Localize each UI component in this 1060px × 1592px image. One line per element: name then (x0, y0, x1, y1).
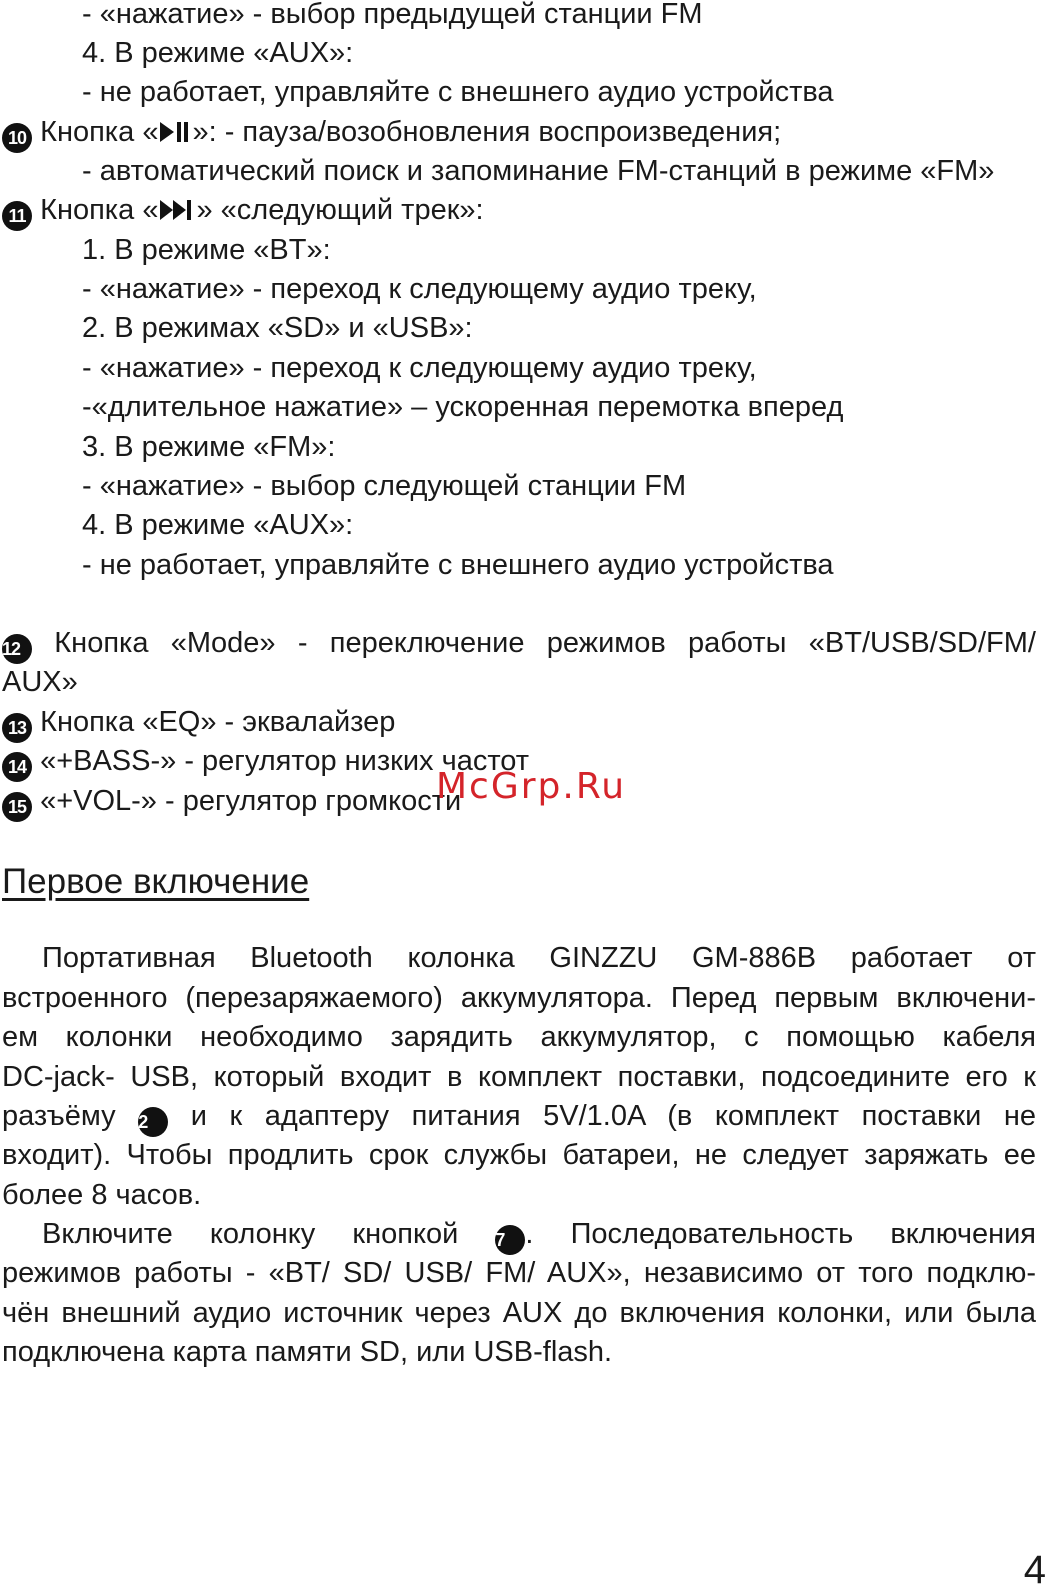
item-13 (0, 702, 1060, 743)
line-5: 1. В режиме «BT»: (82, 234, 331, 266)
para1-line-6: входит). Чтобы продлить срок службы батареи, не следует заряжать ее (2, 1139, 1036, 1171)
watermark: McGrp.Ru (436, 766, 627, 807)
para1-line-7: более 8 часов. (2, 1179, 202, 1211)
line-7: 2. В режимах «SD» и «USB»: (82, 312, 473, 344)
line-13: - не работает, управляйте с внешнего аудио устройства (82, 549, 834, 581)
line-8: - «нажатие» - переход к следующему аудио треку, (82, 352, 757, 384)
item-12 (0, 623, 1060, 664)
number-11-badge: 11 (2, 201, 32, 231)
line-9: -«длительное нажатие» – ускоренная перемотка вперед (82, 391, 844, 423)
para1-line-5-b: и к адаптеру питания 5V/1.0A (в комплект поставки не (190, 1100, 1037, 1132)
para2-line-1 (0, 1214, 1060, 1255)
number-14-badge: 14 (2, 752, 32, 782)
para2-line-1-b: . Последовательность включения (525, 1218, 1037, 1250)
item-11-text-a: Кнопка « (40, 194, 159, 226)
item-10-text-a: Кнопка « (40, 116, 159, 148)
line-1: - «нажатие» - выбор предыдущей станции FM (82, 0, 703, 30)
play-pause-icon (160, 121, 190, 143)
line-4: - автоматический поиск и запоминание FM-станций в режиме «FM» (82, 155, 995, 187)
page-number: 4 (1023, 1548, 1046, 1592)
number-15-badge: 15 (2, 792, 32, 822)
number-12-badge: 12 (2, 634, 32, 664)
para1-line-4: DC-jack- USB, который входит в комплект поставки, подсоедините его к (2, 1061, 1036, 1093)
line-11: - «нажатие» - выбор следующей станции FM (82, 470, 687, 502)
item-12-cont: AUX» (2, 666, 78, 698)
para2-line-3: чён внешний аудио источник через AUX до включения колонки, или была (2, 1297, 1036, 1329)
item-15-text: «+VOL-» - регулятор громкости (40, 785, 462, 817)
next-track-icon (160, 199, 194, 221)
number-2-badge: 2 (138, 1107, 168, 1137)
line-10: 3. В режиме «FM»: (82, 431, 336, 463)
item-11 (0, 190, 1060, 231)
section-heading: Первое включение (2, 862, 310, 901)
line-2: 4. В режиме «AUX»: (82, 37, 354, 69)
line-6: - «нажатие» - переход к следующему аудио треку, (82, 273, 757, 305)
item-13-text: Кнопка «EQ» - эквалайзер (40, 706, 396, 738)
number-13-badge: 13 (2, 713, 32, 743)
para1-line-3: ем колонки необходимо зарядить аккумулятор, с помощью кабеля (2, 1021, 1036, 1053)
line-12: 4. В режиме «AUX»: (82, 509, 354, 541)
item-14-text: «+BASS-» - регулятор низких частот (40, 745, 530, 777)
para2-line-2: режимов работы - «BT/ SD/ USB/ FM/ AUX», независимо от того подклю- (2, 1257, 1036, 1289)
number-7-badge: 7 (495, 1225, 525, 1255)
para1-line-2: встроенного (перезаряжаемого) аккумулятора. Перед первым включени- (2, 982, 1036, 1014)
para2-line-4: подключена карта памяти SD, или USB-flash. (2, 1336, 613, 1368)
item-12-text: Кнопка «Mode» - переключение режимов работы «BT/USB/SD/FM/ (54, 627, 1036, 659)
para1-line-1: Портативная Bluetooth колонка GINZZU GM-886B работает от (42, 942, 1036, 974)
number-10-badge: 10 (2, 123, 32, 153)
para1-line-5 (0, 1096, 1060, 1137)
item-10 (0, 112, 1060, 153)
para2-line-1-a: Включите колонку кнопкой (42, 1218, 459, 1250)
item-11-text-b: » «следующий трек»: (196, 194, 484, 226)
line-3: - не работает, управляйте с внешнего аудио устройства (82, 76, 834, 108)
para1-line-5-a: разъёму (2, 1100, 116, 1132)
item-10-text-b: »: - пауза/возобновления воспроизведения; (192, 116, 782, 148)
